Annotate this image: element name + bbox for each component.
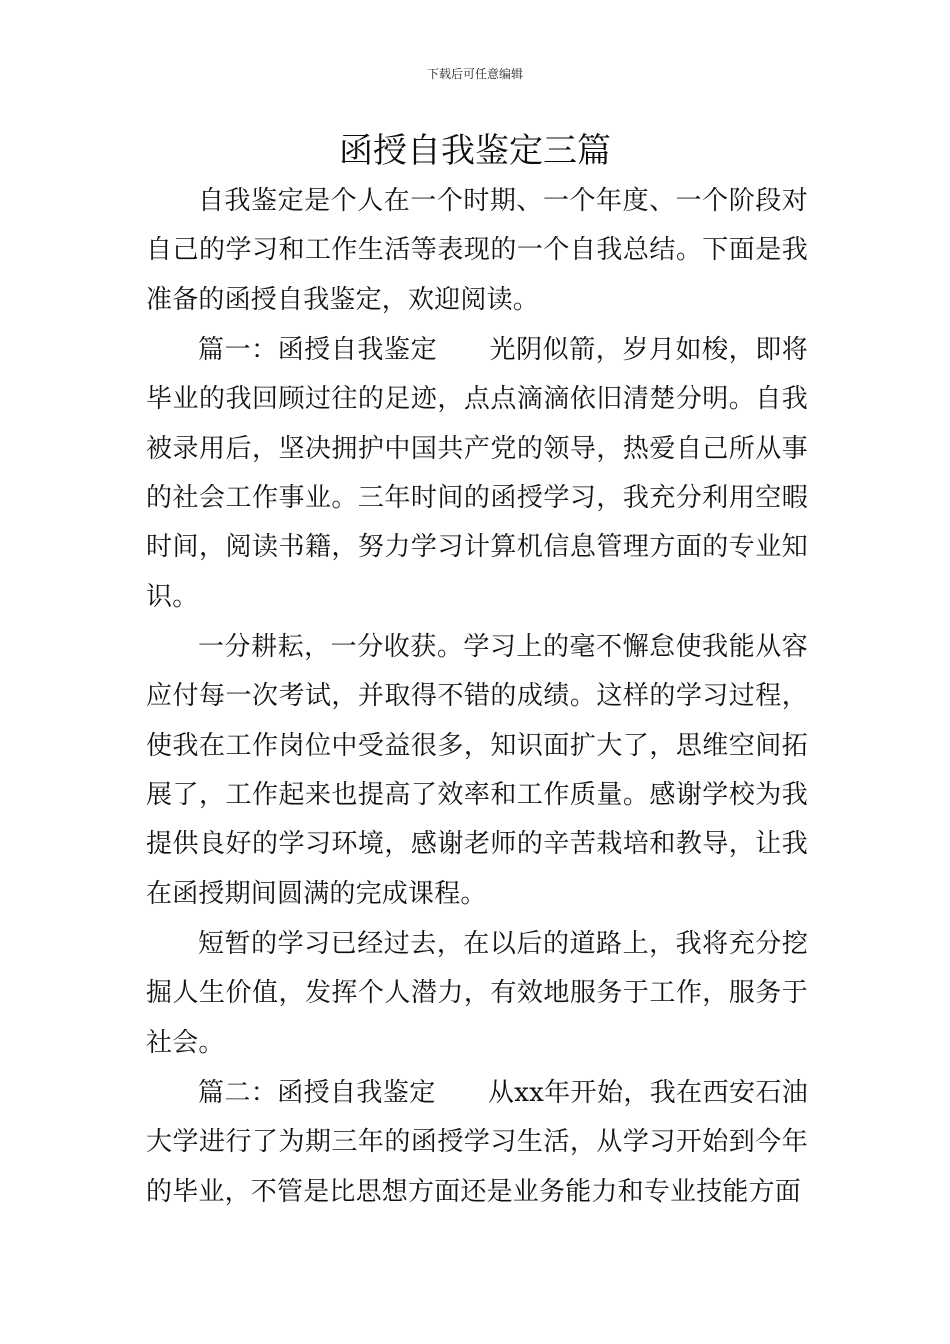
paragraph-text: 从xx年开始，我在西安石油大学进行了为期三年的函授学习生活，从学习开始到今年的毕业，不管是比思想方面还是业务能力和专业技能方面 — [146, 1078, 808, 1207]
paragraph-future — [146, 920, 808, 1068]
paragraph-section-two — [146, 1069, 808, 1217]
paragraph-text: 一分耕耘，一分收获。学习上的毫不懈怠使我能从容应付每一次考试，并取得不错的成绩。这样的学习过程，使我在工作岗位中受益很多，知识面扩大了，思维空间拓展了，工作起来也提高了效率和工作质量。感谢学校为我提供良好的学习环境，感谢老师的辛苦栽培和教导，让我在函授期间圆满的完成课程。 — [146, 632, 808, 909]
paragraph-text: 光阴似箭，岁月如梭，即将毕业的我回顾过往的足迹，点点滴滴依旧清楚分明。自我被录用后，坚决拥护中国共产党的领导，热爱自己所从事的社会工作事业。三年时间的函授学习，我充分利用空暇时间，阅读书籍，努力学习计算机信息管理方面的专业知识。 — [146, 335, 808, 612]
document-body — [146, 177, 808, 1218]
document-title: 函授自我鉴定三篇 — [339, 131, 611, 171]
header-note: 下载后可任意编辑 — [426, 67, 523, 81]
paragraph-text: 自我鉴定是个人在一个时期、一个年度、一个阶段对自己的学习和工作生活等表现的一个自我总结。下面是我准备的函授自我鉴定，欢迎阅读。 — [146, 186, 808, 315]
paragraph-intro — [146, 177, 808, 325]
section-heading: 篇二：函授自我鉴定 — [198, 1078, 436, 1109]
paragraph-section-one — [146, 326, 808, 622]
section-heading: 篇一：函授自我鉴定 — [198, 335, 438, 366]
paragraph-study-results — [146, 623, 808, 919]
paragraph-text: 短暂的学习已经过去，在以后的道路上，我将充分挖掘人生价值，发挥个人潜力，有效地服务于工作，服务于社会。 — [146, 929, 808, 1058]
